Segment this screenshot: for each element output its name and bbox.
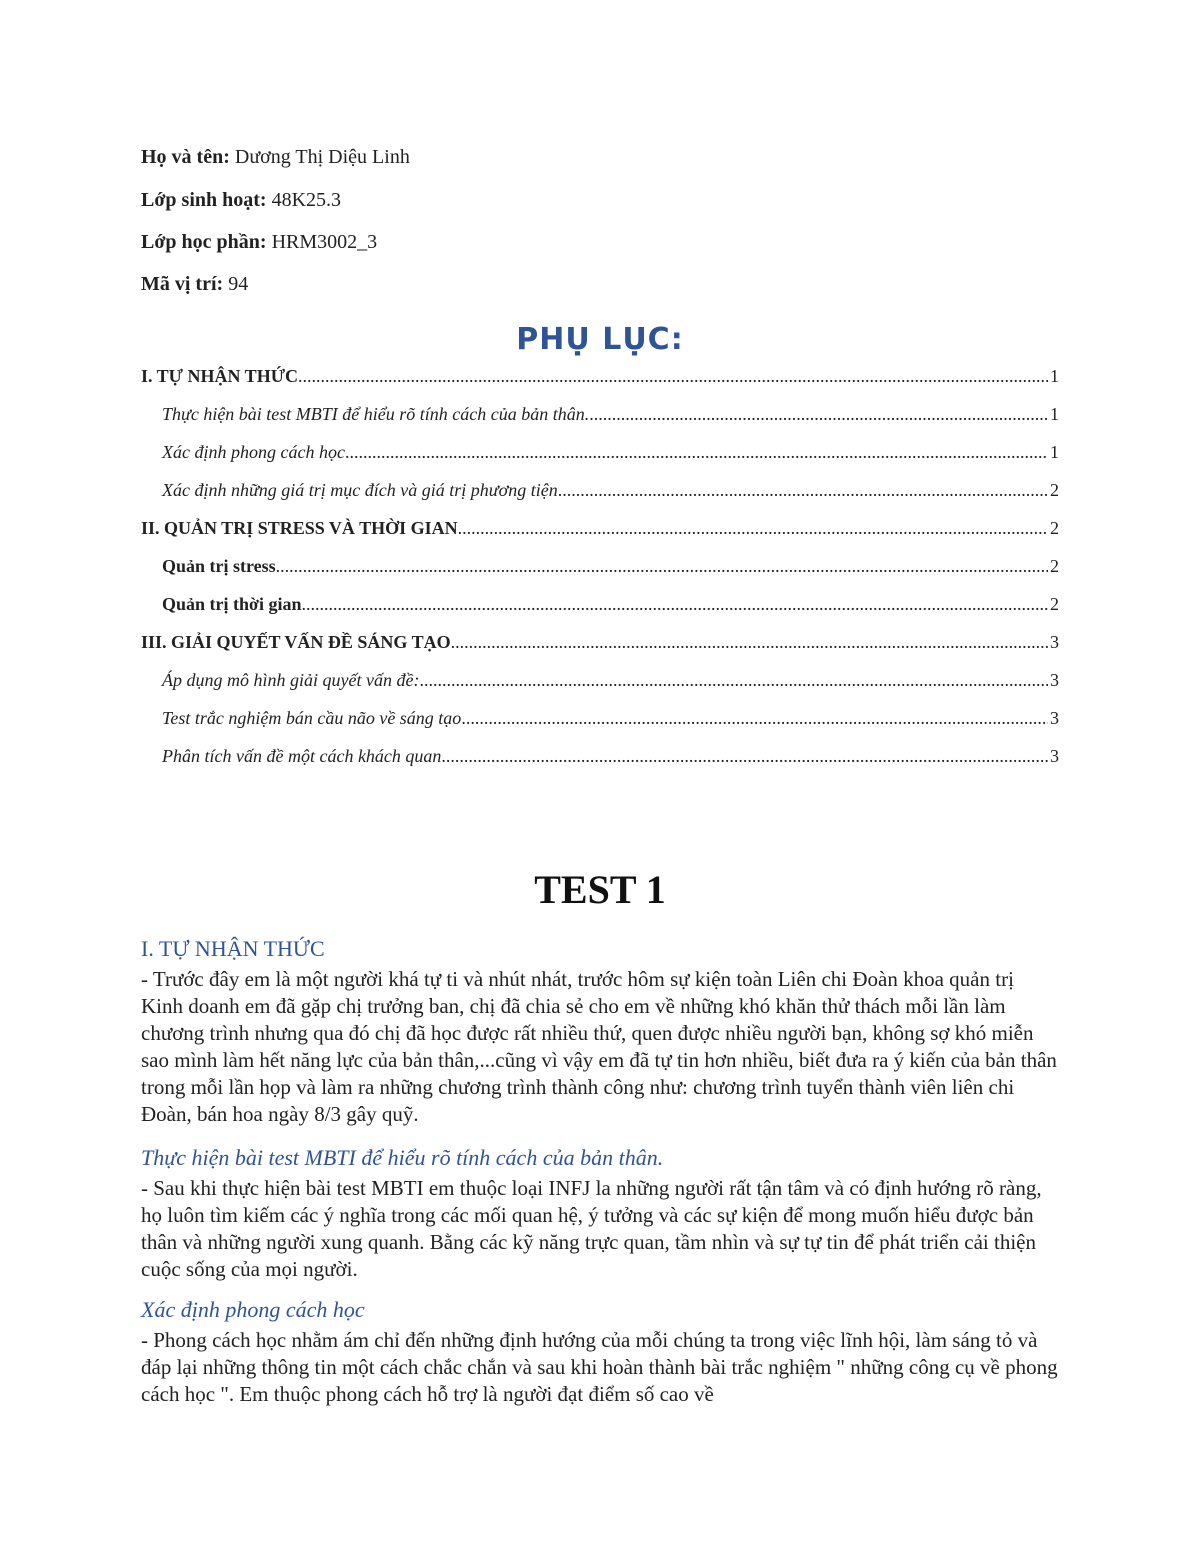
toc-entry-text: Áp dụng mô hình giải quyết vấn đề: — [162, 670, 420, 690]
class-label: Lớp sinh hoạt: — [141, 189, 267, 211]
toc-entry-page: 2 — [1050, 594, 1059, 614]
toc-entry-page: 2 — [1050, 480, 1059, 500]
toc-entry-page: 3 — [1050, 670, 1059, 690]
name-row — [141, 145, 410, 169]
toc-entry-text: Thực hiện bài test MBTI để hiểu rõ tính cách của bản thân. — [162, 404, 590, 424]
toc-entry-page: 2 — [1050, 556, 1059, 576]
toc-title: PHỤ LỤC: — [516, 322, 684, 357]
class-row — [141, 188, 341, 212]
toc-entry[interactable] — [162, 554, 1059, 578]
toc-entry-page: 1 — [1050, 404, 1059, 424]
toc-entry[interactable] — [162, 440, 1059, 464]
class-value: 48K25.3 — [271, 189, 342, 211]
position-value: 94 — [228, 273, 249, 295]
toc-entry[interactable] — [141, 516, 1059, 540]
toc-entry-page: 3 — [1050, 632, 1059, 652]
toc-entry-text: II. QUẢN TRỊ STRESS VÀ THỜI GIAN — [141, 518, 458, 538]
toc-entry-page: 2 — [1050, 518, 1059, 538]
course-row — [141, 230, 377, 254]
course-label: Lớp học phần: — [141, 231, 267, 253]
learning-style-heading: Xác định phong cách học — [141, 1297, 365, 1322]
toc-entry-text: Quản trị thời gian — [162, 594, 302, 614]
test-title: TEST 1 — [534, 867, 666, 912]
toc-entry[interactable] — [162, 706, 1059, 730]
toc-entry[interactable] — [162, 668, 1059, 692]
toc-entry[interactable] — [162, 402, 1059, 426]
toc-entry-page: 1 — [1050, 442, 1059, 462]
course-value: HRM3002_3 — [271, 231, 378, 253]
name-value: Dương Thị Diệu Linh — [234, 146, 410, 168]
position-label: Mã vị trí: — [141, 273, 224, 295]
toc-entry[interactable] — [162, 592, 1059, 616]
toc-entry-page: 1 — [1050, 366, 1059, 386]
toc-entry-page: 3 — [1050, 708, 1059, 728]
name-label: Họ và tên: — [141, 146, 230, 168]
section1-heading: I. TỰ NHẬN THỨC — [141, 936, 325, 961]
mbti-paragraph: - Sau khi thực hiện bài test MBTI em thuộc loại INFJ la những người rất tận tâm và có định hướng rõ ràng, họ luôn tìm kiếm các ý nghĩa trong các mối quan hệ, ý tưởng và các sự kiện để mong muốn hiểu được bản thân và những người xung quanh. Bằng các kỹ năng trực quan, tầm nhìn và sự tự tin để phát triển cải thiện cuộc sống của mọi người. — [141, 1176, 1042, 1281]
toc-entry-text: Xác định phong cách học — [162, 442, 345, 462]
position-row — [141, 272, 248, 296]
learning-style-paragraph: - Phong cách học nhằm ám chỉ đến những định hướng của mỗi chúng ta trong việc lĩnh hội, làm sáng tỏ và đáp lại những thông tin một cách chắc chắn và sau khi hoàn thành bài trắc nghiệm " những công cụ về phong cách học ". Em thuộc phong cách hỗ trợ là người đạt điểm số cao về — [141, 1328, 1058, 1406]
section1-paragraph: - Trước đây em là một người khá tự ti và nhút nhát, trước hôm sự kiện toàn Liên chi Đoàn khoa quản trị Kinh doanh em đã gặp chị trưởng ban, chị đã chia sẻ cho em về những khó khăn thử thách mỗi lần làm chương trình nhưng qua đó chị đã học được rất nhiều thứ, quen được nhiều người bạn, không sợ khó miễn sao mình làm hết năng lực của bản thân,...cũng vì vậy em đã tự tin hơn nhiều, biết đưa ra ý kiến của bản thân trong mỗi lần họp và làm ra những chương trình thành công như: chương trình tuyển thành viên liên chi Đoàn, bán hoa ngày 8/3 gây quỹ. — [141, 967, 1057, 1126]
toc-entry[interactable] — [162, 478, 1059, 502]
toc-entry-text: Test trắc nghiệm bán cầu não về sáng tạo — [162, 708, 462, 728]
toc-entry-text: III. GIẢI QUYẾT VẤN ĐỀ SÁNG TẠO — [141, 632, 451, 652]
toc-entry[interactable] — [141, 364, 1059, 388]
toc-entry[interactable] — [141, 630, 1059, 654]
toc-entry-text: Quản trị stress — [162, 556, 276, 576]
toc-entry-text: Xác định những giá trị mục đích và giá trị phương tiện — [162, 480, 558, 500]
toc-entry-text: I. TỰ NHẬN THỨC — [141, 366, 299, 386]
mbti-heading: Thực hiện bài test MBTI để hiểu rõ tính cách của bản thân. — [141, 1145, 664, 1170]
toc-entry-text: Phân tích vấn đề một cách khách quan — [162, 746, 442, 766]
toc-entry[interactable] — [162, 744, 1059, 768]
toc-entry-page: 3 — [1050, 746, 1059, 766]
